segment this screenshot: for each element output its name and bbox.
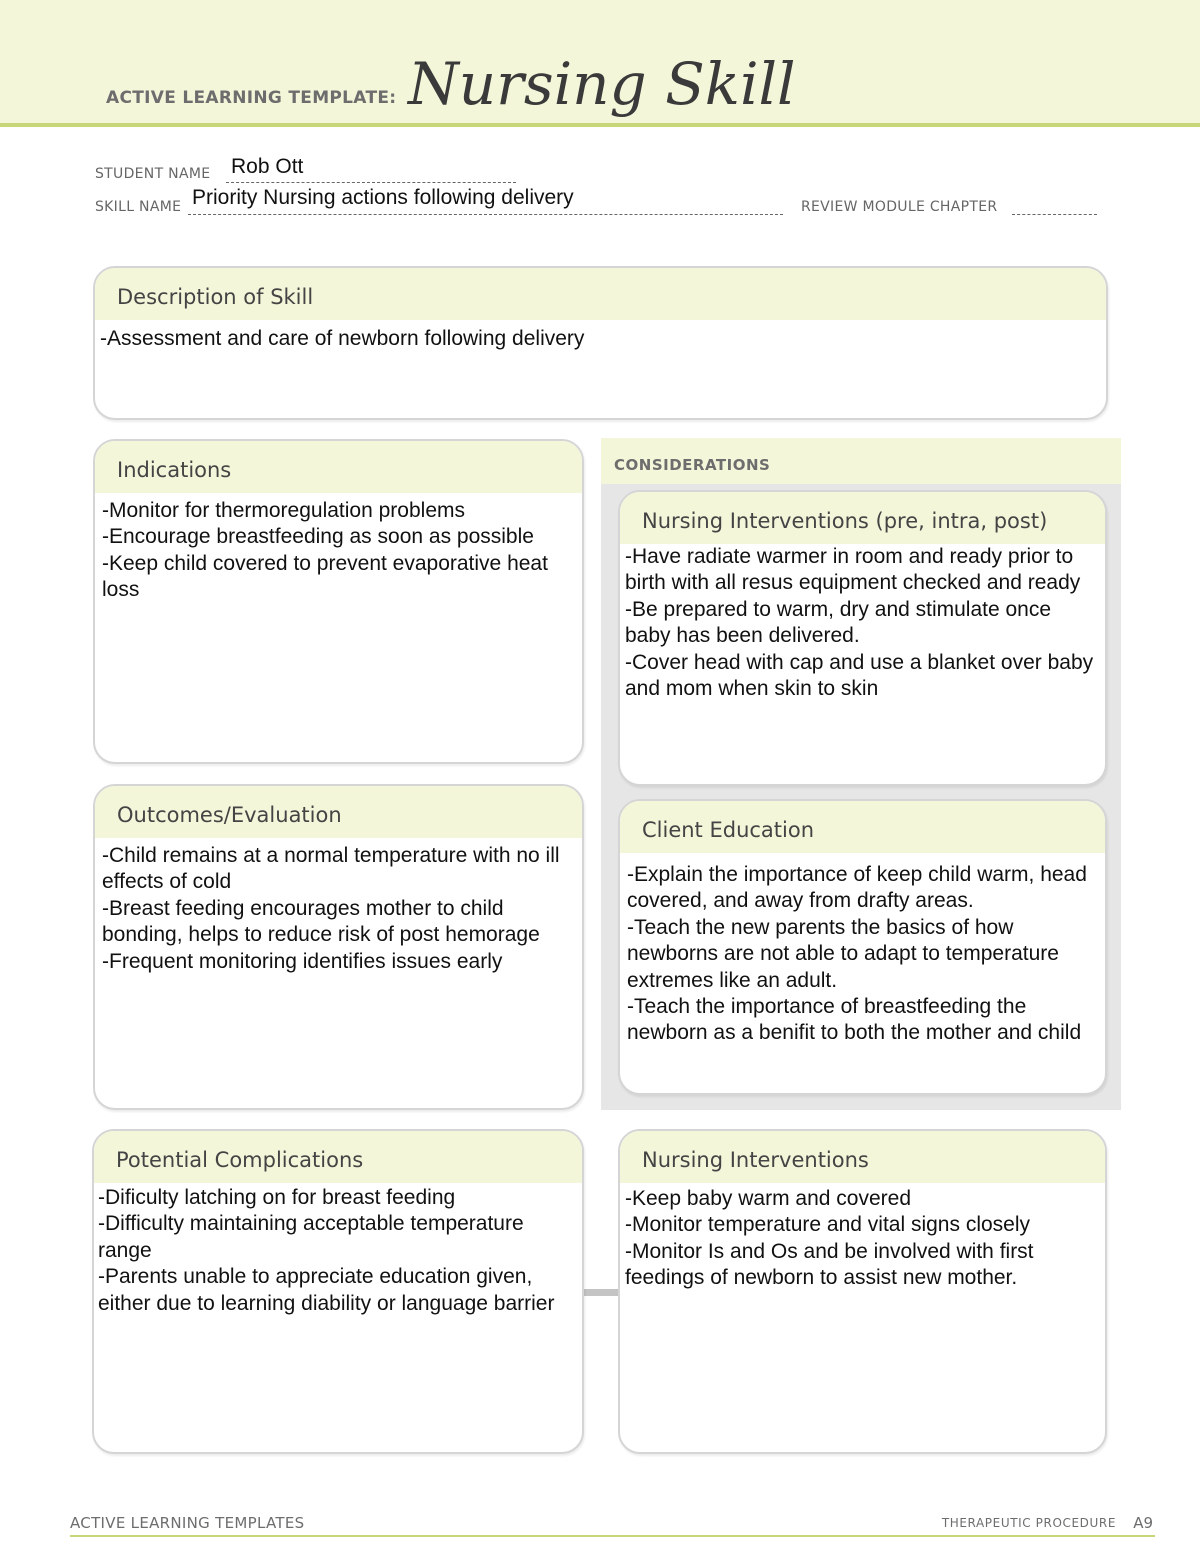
skill-name-value[interactable]: Priority Nursing actions following delivery xyxy=(192,186,574,209)
student-name-value[interactable]: Rob Ott xyxy=(231,155,304,178)
outcomes-box xyxy=(93,784,584,1110)
template-title: Nursing Skill xyxy=(408,50,796,118)
description-title: Description of Skill xyxy=(95,268,1106,320)
footer-left: ACTIVE LEARNING TEMPLATES xyxy=(70,1514,305,1532)
review-module-line[interactable] xyxy=(1012,214,1097,215)
skill-name-line xyxy=(188,214,783,215)
nursing-interventions-pip-box xyxy=(618,490,1107,786)
footer-page-number: A9 xyxy=(1133,1514,1153,1532)
footer-right: THERAPEUTIC PROCEDURE xyxy=(941,1516,1116,1530)
template-label: ACTIVE LEARNING TEMPLATE: xyxy=(106,88,397,108)
student-name-label: STUDENT NAME xyxy=(95,166,211,182)
nursing-interventions-pip-body[interactable]: -Have radiate warmer in room and ready prior to birth with all resus equipment checked and ready -Be prepared to warm, dry and stimulate once baby has been delivered. -Cover head with cap and use a blanket over baby and mom when skin to skin xyxy=(625,545,1094,701)
nursing-interventions-pip-title: Nursing Interventions (pre, intra, post) xyxy=(620,492,1105,544)
complications-body[interactable]: -Dificulty latching on for breast feeding -Difficulty maintaining acceptable temperature range -Parents unable to appreciate education given, either due to learning diability or language barrier xyxy=(98,1186,555,1315)
nursing-interventions-title: Nursing Interventions xyxy=(620,1131,1105,1183)
client-education-box xyxy=(618,799,1107,1095)
nursing-interventions-box xyxy=(618,1129,1107,1454)
client-education-body[interactable]: -Explain the importance of keep child warm, head covered, and away from drafty areas. -Teach the new parents the basics of how newborns are not able to adapt to temperature extremes like an adult. -Teach the importance of breastfeeding the newborn as a benifit to both the mother and child xyxy=(627,863,1087,1045)
student-name-line xyxy=(226,182,516,183)
connector-bar xyxy=(582,1289,622,1296)
indications-body[interactable]: -Monitor for thermoregulation problems -Encourage breastfeeding as soon as possible -Keep child covered to prevent evaporative heat loss xyxy=(102,499,548,602)
complications-title: Potential Complications xyxy=(94,1131,582,1183)
header-rule xyxy=(0,123,1200,127)
indications-title: Indications xyxy=(95,441,582,493)
outcomes-body[interactable]: -Child remains at a normal temperature with no ill effects of cold -Breast feeding encourages mother to child bonding, helps to reduce risk of post hemorage -Frequent monitoring identifies issues early xyxy=(102,844,560,973)
outcomes-title: Outcomes/Evaluation xyxy=(95,786,582,838)
footer-rule xyxy=(70,1535,1155,1537)
complications-box xyxy=(92,1129,584,1454)
skill-name-label: SKILL NAME xyxy=(95,199,182,215)
client-education-title: Client Education xyxy=(620,801,1105,853)
considerations-label: CONSIDERATIONS xyxy=(614,456,771,474)
description-body[interactable]: -Assessment and care of newborn following delivery xyxy=(100,327,585,350)
review-module-label: REVIEW MODULE CHAPTER xyxy=(801,199,998,215)
indications-box xyxy=(93,439,584,764)
nursing-interventions-body[interactable]: -Keep baby warm and covered -Monitor temperature and vital signs closely -Monitor Is and Os and be involved with first feedings of newborn to assist new mother. xyxy=(625,1187,1034,1290)
description-box xyxy=(93,266,1108,420)
